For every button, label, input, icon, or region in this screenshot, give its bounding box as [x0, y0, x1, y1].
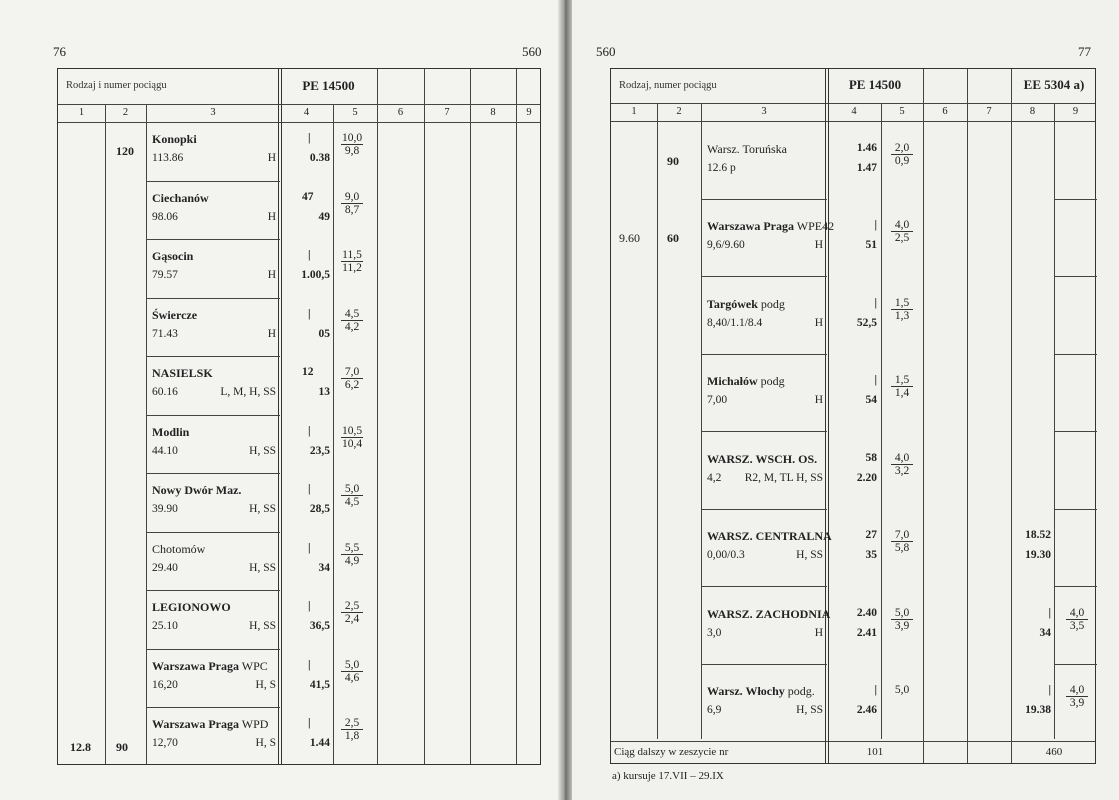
speed-fraction [341, 308, 363, 334]
speed-top: 2,5 [341, 600, 363, 613]
speed-top: 9,0 [341, 191, 363, 204]
departure-time: 52,5 [856, 316, 877, 329]
column-number: 1 [631, 106, 637, 117]
speed-top: 4,0 [891, 452, 913, 465]
row-divider [701, 431, 827, 432]
station-codes: H [267, 269, 276, 282]
speed-top: 4,5 [341, 308, 363, 321]
footnote: a) kursuje 17.VII – 29.IX [612, 770, 724, 782]
column-number: 1 [78, 107, 85, 118]
station-km: 29.40 [152, 561, 178, 574]
departure-time: 1.00,5 [301, 269, 330, 282]
speed-fraction [341, 249, 363, 275]
speed-bottom: 3,2 [894, 464, 910, 477]
arrival-time: | [308, 658, 311, 671]
station-label: Gąsocin [152, 249, 194, 264]
column-divider [470, 69, 471, 764]
row-divider [146, 649, 280, 650]
speed-fraction [341, 659, 363, 685]
station-suffix: WPD [238, 717, 269, 732]
row-divider [146, 473, 280, 474]
arrival-time: | [1048, 606, 1051, 619]
speed-bottom: 9,8 [344, 145, 360, 157]
row-divider [1054, 199, 1097, 200]
column-divider [1011, 69, 1012, 763]
column-divider [424, 69, 425, 764]
row-divider [146, 590, 280, 591]
row-divider [146, 415, 280, 416]
arrival-time: 1.46 [856, 141, 877, 154]
station-name [152, 308, 197, 323]
station-label: WARSZ. ZACHODNIA [707, 606, 831, 621]
speed-top: 4,0 [891, 219, 913, 232]
speed-top: 4,0 [1066, 607, 1088, 620]
speed-bottom: 11,2 [342, 262, 362, 275]
departure-time: 35 [865, 549, 877, 562]
speed-top: 4,0 [1066, 684, 1088, 697]
speed-top: 2,0 [891, 142, 913, 155]
timetable-right [610, 68, 1096, 764]
page-number: 77 [1078, 44, 1091, 59]
speed-top: 1,5 [891, 297, 913, 310]
departure-time: 0.38 [309, 152, 330, 164]
speed-fraction [891, 607, 913, 633]
arrival-time: 47 [302, 190, 314, 203]
station-codes: H [814, 394, 823, 407]
departure-time: 34 [1039, 626, 1051, 639]
column-divider [278, 69, 282, 764]
continuation-volume: 101 [866, 746, 884, 758]
station-km: 44.10 [152, 444, 178, 457]
station-name [152, 366, 213, 381]
station-name [152, 659, 268, 674]
column-number-divider [611, 121, 1095, 122]
station-label: Chotomów [152, 541, 206, 556]
column-number: 3 [761, 106, 767, 117]
station-codes: H [267, 327, 276, 340]
station-name [707, 374, 785, 389]
departure-time: 19.38 [1025, 704, 1051, 717]
departure-time: 23,5 [309, 444, 330, 457]
departure-time: 28,5 [309, 503, 330, 516]
station-codes: L, M, H, SS [220, 386, 276, 399]
arrival-time: 18.52 [1025, 529, 1051, 542]
column-number: 7 [986, 106, 992, 117]
station-codes: H [267, 152, 276, 164]
continuation-volume-2: 460 [1045, 746, 1063, 758]
departure-time: 51 [865, 239, 877, 252]
speed-fraction [341, 425, 363, 451]
station-km: 4,2 [707, 471, 722, 484]
train-type-label: Rodzaj i numer pociągu [66, 80, 167, 91]
row-divider [1054, 509, 1097, 510]
arrival-time: | [308, 424, 311, 437]
speed-fraction [891, 297, 913, 323]
station-km: 71.43 [152, 327, 178, 340]
departure-time: 1.44 [309, 737, 330, 750]
departure-time: 13 [318, 386, 330, 399]
row-divider [701, 664, 827, 665]
speed-top: 5,0 [894, 684, 910, 697]
row-divider [1054, 586, 1097, 587]
column-number-divider [58, 122, 540, 123]
row-divider [701, 586, 827, 587]
speed-bottom: 0,9 [894, 154, 910, 167]
station-name [707, 219, 834, 234]
speed-top: 11,5 [342, 249, 362, 262]
speed-bottom: 1,3 [894, 309, 910, 322]
speed-fraction [341, 600, 363, 626]
speed-top: 1,5 [891, 374, 913, 387]
station-name [152, 483, 241, 498]
speed-bottom: 4,6 [344, 671, 360, 684]
station-label: Świercze [152, 307, 198, 322]
speed-bottom: 2,5 [894, 232, 910, 245]
arrival-time: | [874, 296, 877, 309]
station-km: 79.57 [152, 269, 178, 282]
station-name [707, 452, 817, 467]
speed-top: 5,0 [341, 483, 363, 496]
arrival-time: | [1048, 684, 1051, 697]
departure-time: 34 [318, 561, 330, 574]
speed-fraction [1066, 684, 1088, 710]
station-label: WARSZ. CENTRALNA [707, 529, 832, 544]
station-km: 39.90 [152, 503, 178, 516]
station-codes: H, S [255, 737, 276, 750]
station-name [152, 717, 268, 732]
station-km: 0,00/0.3 [707, 549, 745, 562]
station-label: Warsz. Toruńska [707, 141, 787, 156]
arrival-time: | [874, 684, 877, 697]
station-km: 16,20 [152, 678, 178, 691]
departure-time: 05 [318, 327, 330, 340]
station-label: Konopki [152, 132, 197, 146]
row-divider [701, 509, 827, 510]
station-name [152, 249, 193, 264]
page-number-secondary: 560 [522, 44, 542, 59]
row-divider [701, 199, 827, 200]
departure-time: 19.30 [1025, 549, 1051, 562]
timetable-left [57, 68, 541, 765]
speed-fraction [341, 542, 363, 568]
row-divider [146, 298, 280, 299]
column-divider [333, 104, 334, 764]
departure-time: 54 [865, 394, 877, 407]
departure-time: 36,5 [309, 620, 330, 633]
train-type-label: Rodzaj, numer pociągu [619, 80, 717, 91]
station-label: Nowy Dwór Maz. [152, 483, 242, 498]
header-divider [611, 103, 1095, 104]
station-label: LEGIONOWO [152, 600, 231, 615]
speed-top: 10,5 [341, 424, 363, 437]
line-speed: 90 [116, 740, 128, 754]
column-number: 5 [899, 106, 905, 117]
speed-bottom: 4,5 [344, 496, 360, 509]
row-divider [146, 707, 280, 708]
row-divider [701, 354, 827, 355]
station-km: 98.06 [152, 210, 178, 223]
station-label: WARSZ. WSCH. OS. [707, 451, 818, 466]
station-name [152, 425, 189, 440]
speed-fraction [341, 191, 363, 217]
station-suffix: podg [757, 296, 785, 311]
station-codes: H, SS [796, 549, 823, 562]
speed-bottom: 4,9 [344, 554, 360, 567]
train-number-2: EE 5304 a) [1023, 77, 1085, 92]
book-gutter [558, 0, 572, 800]
station-suffix: WPC [238, 658, 268, 673]
column-divider [146, 104, 147, 764]
row-divider [1054, 431, 1097, 432]
speed-bottom: 3,5 [1069, 619, 1085, 632]
station-name [707, 529, 832, 544]
station-codes: H, SS [249, 620, 276, 633]
column-number: 9 [1072, 106, 1079, 117]
station-label: NASIELSK [152, 366, 213, 381]
train-number: PE 14500 [302, 78, 355, 93]
station-km: 7,00 [707, 394, 728, 407]
line-speed: 90 [667, 153, 679, 168]
column-number: 4 [851, 106, 857, 117]
station-suffix: WPE42 [793, 219, 835, 234]
station-km: 25.10 [152, 620, 178, 633]
arrival-time: 2.40 [856, 606, 877, 619]
arrival-time: | [874, 374, 877, 387]
station-name [152, 600, 231, 615]
row-divider [1054, 664, 1097, 665]
station-name [152, 132, 197, 147]
station-km: 8,40/1.1/8.4 [707, 316, 763, 329]
speed-top: 10,0 [341, 132, 363, 144]
column-divider [657, 103, 658, 739]
page-number: 76 [53, 44, 66, 59]
station-label: Warszawa Praga [152, 658, 239, 673]
station-km: 60.16 [152, 386, 178, 399]
speed-top: 5,0 [891, 607, 913, 620]
column-number: 5 [352, 107, 358, 118]
speed-fraction [341, 717, 363, 743]
station-km: 3,0 [707, 626, 722, 639]
arrival-time: 27 [865, 529, 877, 542]
column-divider [516, 69, 517, 764]
distance-value: 12.8 [70, 740, 91, 754]
station-name [707, 607, 830, 622]
header-divider [58, 104, 540, 105]
station-name [152, 542, 205, 557]
line-speed: 120 [116, 144, 134, 158]
arrival-time: | [308, 541, 311, 554]
arrival-time: | [308, 132, 311, 144]
speed-bottom: 4,2 [344, 320, 360, 333]
station-km: 9,6/9.60 [707, 239, 745, 252]
column-divider [881, 103, 882, 739]
column-number: 3 [210, 107, 216, 118]
station-label: Michałów [707, 374, 758, 389]
speed-bottom: 1,8 [344, 730, 360, 743]
station-codes: H [267, 210, 276, 223]
station-label: Warszawa Praga [707, 219, 794, 234]
speed-top: 7,0 [891, 529, 913, 542]
speed-bottom: 1,4 [894, 387, 910, 400]
station-label: Modlin [152, 424, 190, 439]
speed-top: 2,5 [341, 717, 363, 730]
speed-bottom: 10,4 [341, 437, 363, 450]
speed-bottom: 8,7 [344, 203, 360, 216]
train-number: PE 14500 [848, 77, 902, 92]
column-number: 2 [122, 107, 129, 118]
station-km: 12,70 [152, 737, 178, 750]
station-name [152, 191, 209, 206]
speed-bottom: 3,9 [894, 619, 910, 632]
station-codes: H, SS [249, 561, 276, 574]
station-codes: H, SS [796, 704, 823, 717]
speed-fraction [341, 366, 363, 392]
speed-fraction [891, 374, 913, 400]
column-number: 4 [303, 107, 310, 118]
column-number: 7 [444, 107, 450, 118]
column-number: 8 [490, 107, 496, 118]
arrival-time: 58 [865, 451, 877, 464]
speed-fraction [341, 483, 363, 509]
station-label: Ciechanów [152, 190, 209, 205]
station-suffix: podg [757, 374, 785, 389]
speed-fraction [891, 452, 913, 478]
station-name [707, 684, 815, 699]
footer-divider [611, 741, 1095, 742]
station-codes: H [814, 239, 823, 252]
speed-fraction [1066, 607, 1088, 633]
station-codes: H [814, 626, 823, 639]
speed-fraction [891, 142, 913, 168]
speed-fraction [891, 684, 913, 696]
station-km: 6,9 [707, 704, 722, 717]
station-codes: H, SS [249, 444, 276, 457]
departure-time: 49 [318, 210, 330, 223]
speed-bottom: 3,9 [1069, 697, 1085, 710]
arrival-time: | [308, 483, 311, 496]
column-divider [923, 69, 924, 763]
station-name [707, 297, 785, 312]
continuation-label: Ciąg dalszy w zeszycie nr [614, 746, 729, 758]
station-label: Warsz. Włochy [707, 684, 785, 699]
departure-time: 2.20 [856, 471, 877, 484]
speed-fraction [891, 219, 913, 245]
station-km: 12.6 p [707, 161, 736, 174]
speed-bottom: 2,4 [344, 613, 360, 626]
station-name [707, 142, 787, 157]
arrival-time: | [874, 219, 877, 232]
station-codes: H, SS [249, 503, 276, 516]
arrival-time: | [308, 307, 311, 320]
departure-time: 41,5 [309, 678, 330, 691]
departure-time: 2.46 [856, 704, 877, 717]
arrival-time: | [308, 600, 311, 613]
row-divider [146, 181, 280, 182]
column-divider [105, 104, 106, 764]
column-number: 6 [942, 106, 948, 117]
row-divider [1054, 354, 1097, 355]
arrival-time: | [308, 249, 311, 262]
column-divider [967, 69, 968, 763]
station-label: Targówek [707, 296, 758, 311]
row-divider [1054, 276, 1097, 277]
row-divider [146, 532, 280, 533]
station-km: 113.86 [152, 152, 184, 164]
departure-time: 2.41 [856, 626, 877, 639]
right-page [566, 0, 1119, 800]
row-divider [701, 276, 827, 277]
column-number: 2 [676, 106, 682, 117]
speed-fraction [891, 529, 913, 555]
distance-value: 9.60 [619, 231, 640, 246]
station-codes: H, S [255, 678, 276, 691]
station-codes: R2, M, TL H, SS [744, 471, 823, 484]
arrival-time: 12 [302, 366, 314, 379]
departure-time: 1.47 [856, 161, 877, 174]
column-number: 9 [526, 107, 532, 118]
speed-bottom: 6,2 [344, 379, 360, 392]
column-number: 8 [1029, 106, 1036, 117]
arrival-time: | [308, 717, 311, 730]
speed-top: 5,5 [341, 542, 363, 555]
speed-bottom: 5,8 [894, 542, 910, 555]
page-number-secondary: 560 [596, 44, 616, 59]
speed-fraction [341, 132, 363, 158]
station-codes: H [814, 316, 823, 329]
row-divider [146, 239, 280, 240]
station-suffix: podg. [784, 684, 815, 699]
column-number: 6 [397, 107, 404, 118]
station-label: Warszawa Praga [152, 717, 239, 732]
row-divider [146, 356, 280, 357]
column-divider [377, 69, 378, 764]
line-speed: 60 [667, 231, 679, 246]
speed-top: 5,0 [341, 659, 363, 672]
speed-top: 7,0 [341, 366, 363, 379]
